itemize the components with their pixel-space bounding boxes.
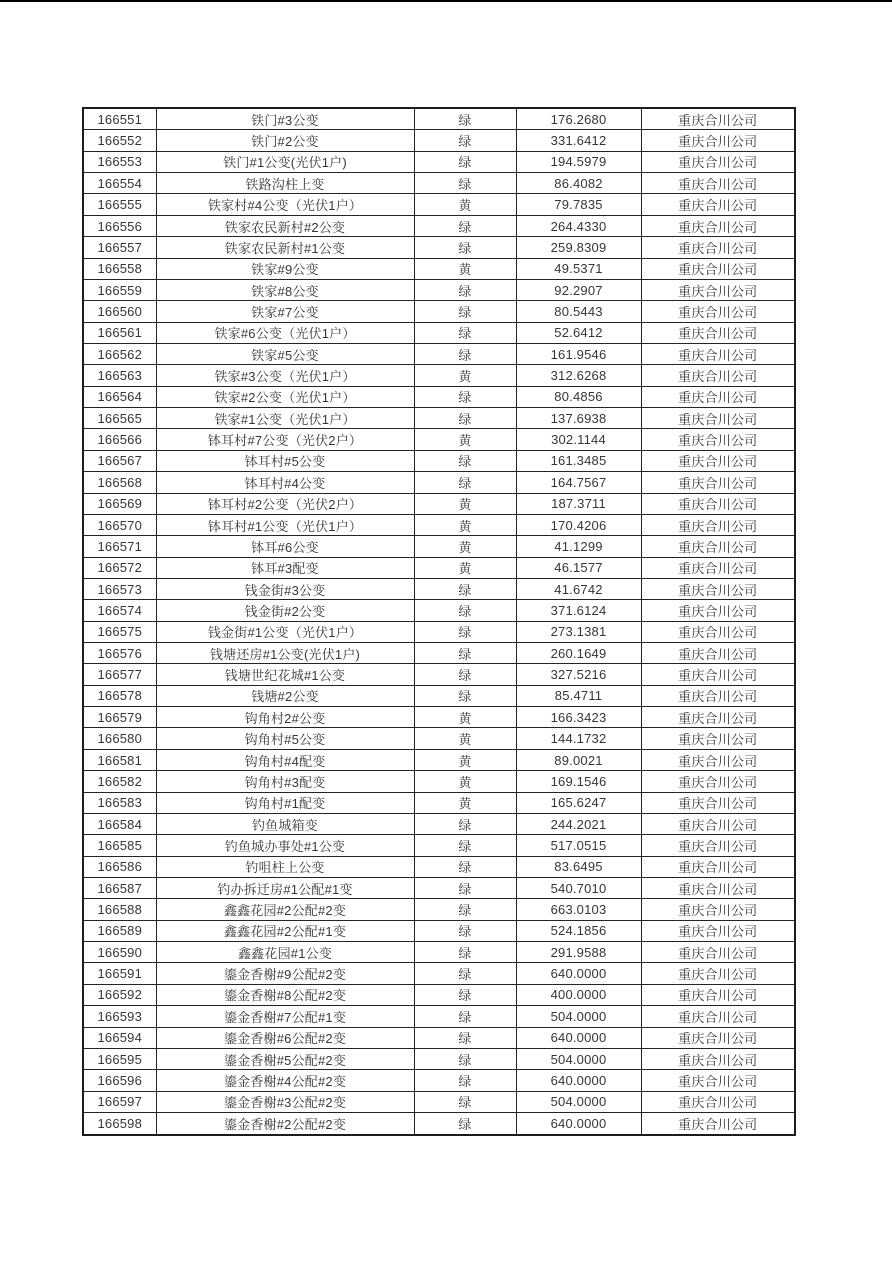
cell-status: 黄 bbox=[414, 194, 516, 215]
cell-value: 273.1381 bbox=[516, 621, 641, 642]
cell-id: 166559 bbox=[83, 279, 156, 300]
cell-value: 79.7835 bbox=[516, 194, 641, 215]
cell-status: 黄 bbox=[414, 792, 516, 813]
cell-value: 291.9588 bbox=[516, 942, 641, 963]
cell-id: 166567 bbox=[83, 450, 156, 471]
table-row bbox=[83, 215, 795, 236]
cell-name: 钱塘还房#1公变(光伏1户) bbox=[156, 643, 414, 664]
table-row bbox=[83, 685, 795, 706]
table-row bbox=[83, 942, 795, 963]
table-row bbox=[83, 1006, 795, 1027]
table-row bbox=[83, 1091, 795, 1112]
table-row bbox=[83, 151, 795, 172]
cell-status: 绿 bbox=[414, 813, 516, 834]
cell-id: 166570 bbox=[83, 514, 156, 535]
cell-company: 重庆合川公司 bbox=[641, 450, 795, 471]
table-row bbox=[83, 279, 795, 300]
table-row bbox=[83, 643, 795, 664]
cell-value: 161.3485 bbox=[516, 450, 641, 471]
cell-value: 144.1732 bbox=[516, 728, 641, 749]
cell-company: 重庆合川公司 bbox=[641, 194, 795, 215]
cell-company: 重庆合川公司 bbox=[641, 1070, 795, 1091]
cell-company: 重庆合川公司 bbox=[641, 301, 795, 322]
cell-company: 重庆合川公司 bbox=[641, 472, 795, 493]
cell-id: 166579 bbox=[83, 707, 156, 728]
cell-value: 166.3423 bbox=[516, 707, 641, 728]
cell-value: 264.4330 bbox=[516, 215, 641, 236]
cell-status: 绿 bbox=[414, 450, 516, 471]
cell-status: 绿 bbox=[414, 1027, 516, 1048]
table-row bbox=[83, 749, 795, 770]
cell-name: 鎏金香榭#8公配#2变 bbox=[156, 984, 414, 1005]
cell-status: 绿 bbox=[414, 130, 516, 151]
cell-company: 重庆合川公司 bbox=[641, 429, 795, 450]
cell-value: 194.5979 bbox=[516, 151, 641, 172]
cell-name: 铁家#3公变（光伏1户） bbox=[156, 365, 414, 386]
cell-status: 绿 bbox=[414, 685, 516, 706]
cell-value: 187.3711 bbox=[516, 493, 641, 514]
cell-company: 重庆合川公司 bbox=[641, 749, 795, 770]
cell-value: 176.2680 bbox=[516, 108, 641, 130]
cell-company: 重庆合川公司 bbox=[641, 1027, 795, 1048]
cell-name: 钩角村#3配变 bbox=[156, 771, 414, 792]
cell-value: 504.0000 bbox=[516, 1048, 641, 1069]
table-row bbox=[83, 557, 795, 578]
cell-status: 黄 bbox=[414, 258, 516, 279]
cell-name: 钱金街#3公变 bbox=[156, 578, 414, 599]
cell-status: 黄 bbox=[414, 365, 516, 386]
cell-id: 166571 bbox=[83, 536, 156, 557]
cell-value: 164.7567 bbox=[516, 472, 641, 493]
cell-name: 钵耳村#5公变 bbox=[156, 450, 414, 471]
cell-status: 绿 bbox=[414, 643, 516, 664]
table-row bbox=[83, 108, 795, 130]
cell-name: 钱金街#1公变（光伏1户） bbox=[156, 621, 414, 642]
cell-id: 166577 bbox=[83, 664, 156, 685]
table-row bbox=[83, 963, 795, 984]
cell-value: 640.0000 bbox=[516, 963, 641, 984]
cell-value: 46.1577 bbox=[516, 557, 641, 578]
cell-id: 166598 bbox=[83, 1112, 156, 1135]
cell-value: 92.2907 bbox=[516, 279, 641, 300]
cell-name: 鎏金香榭#7公配#1变 bbox=[156, 1006, 414, 1027]
cell-id: 166587 bbox=[83, 877, 156, 898]
cell-value: 85.4711 bbox=[516, 685, 641, 706]
cell-value: 80.4856 bbox=[516, 386, 641, 407]
cell-status: 绿 bbox=[414, 600, 516, 621]
cell-id: 166597 bbox=[83, 1091, 156, 1112]
cell-name: 钵耳村#7公变（光伏2户） bbox=[156, 429, 414, 450]
table-row bbox=[83, 258, 795, 279]
cell-id: 166590 bbox=[83, 942, 156, 963]
table-row bbox=[83, 1048, 795, 1069]
cell-id: 166556 bbox=[83, 215, 156, 236]
cell-value: 41.1299 bbox=[516, 536, 641, 557]
cell-company: 重庆合川公司 bbox=[641, 856, 795, 877]
cell-value: 371.6124 bbox=[516, 600, 641, 621]
cell-id: 166572 bbox=[83, 557, 156, 578]
cell-value: 524.1856 bbox=[516, 920, 641, 941]
cell-status: 绿 bbox=[414, 151, 516, 172]
cell-status: 绿 bbox=[414, 108, 516, 130]
cell-name: 铁家#7公变 bbox=[156, 301, 414, 322]
cell-name: 钓鱼城箱变 bbox=[156, 813, 414, 834]
cell-status: 绿 bbox=[414, 322, 516, 343]
cell-value: 517.0515 bbox=[516, 835, 641, 856]
cell-status: 绿 bbox=[414, 621, 516, 642]
cell-status: 绿 bbox=[414, 899, 516, 920]
cell-id: 166580 bbox=[83, 728, 156, 749]
table-row bbox=[83, 365, 795, 386]
table-row bbox=[83, 856, 795, 877]
cell-status: 黄 bbox=[414, 728, 516, 749]
table-row bbox=[83, 664, 795, 685]
cell-status: 黄 bbox=[414, 536, 516, 557]
cell-name: 铁家#5公变 bbox=[156, 344, 414, 365]
cell-company: 重庆合川公司 bbox=[641, 728, 795, 749]
cell-id: 166551 bbox=[83, 108, 156, 130]
cell-company: 重庆合川公司 bbox=[641, 920, 795, 941]
cell-company: 重庆合川公司 bbox=[641, 258, 795, 279]
cell-status: 绿 bbox=[414, 1091, 516, 1112]
cell-status: 绿 bbox=[414, 301, 516, 322]
cell-id: 166574 bbox=[83, 600, 156, 621]
cell-company: 重庆合川公司 bbox=[641, 813, 795, 834]
cell-id: 166565 bbox=[83, 408, 156, 429]
cell-id: 166558 bbox=[83, 258, 156, 279]
cell-company: 重庆合川公司 bbox=[641, 1112, 795, 1135]
cell-value: 640.0000 bbox=[516, 1070, 641, 1091]
cell-id: 166561 bbox=[83, 322, 156, 343]
cell-status: 黄 bbox=[414, 514, 516, 535]
cell-id: 166596 bbox=[83, 1070, 156, 1091]
cell-company: 重庆合川公司 bbox=[641, 215, 795, 236]
cell-name: 铁家#2公变（光伏1户） bbox=[156, 386, 414, 407]
cell-status: 绿 bbox=[414, 344, 516, 365]
cell-id: 166585 bbox=[83, 835, 156, 856]
cell-id: 166594 bbox=[83, 1027, 156, 1048]
cell-value: 400.0000 bbox=[516, 984, 641, 1005]
cell-id: 166557 bbox=[83, 237, 156, 258]
cell-name: 钓咀柱上公变 bbox=[156, 856, 414, 877]
table-row bbox=[83, 1070, 795, 1091]
cell-company: 重庆合川公司 bbox=[641, 279, 795, 300]
cell-id: 166576 bbox=[83, 643, 156, 664]
transformer-table bbox=[82, 107, 796, 1136]
cell-company: 重庆合川公司 bbox=[641, 1091, 795, 1112]
cell-name: 铁门#3公变 bbox=[156, 108, 414, 130]
cell-id: 166589 bbox=[83, 920, 156, 941]
cell-status: 绿 bbox=[414, 835, 516, 856]
cell-name: 钵耳#3配变 bbox=[156, 557, 414, 578]
cell-company: 重庆合川公司 bbox=[641, 899, 795, 920]
cell-status: 绿 bbox=[414, 856, 516, 877]
cell-value: 83.6495 bbox=[516, 856, 641, 877]
table-row bbox=[83, 536, 795, 557]
cell-id: 166564 bbox=[83, 386, 156, 407]
cell-name: 钩角村#1配变 bbox=[156, 792, 414, 813]
cell-name: 鎏金香榭#4公配#2变 bbox=[156, 1070, 414, 1091]
table-row bbox=[83, 771, 795, 792]
cell-status: 绿 bbox=[414, 237, 516, 258]
cell-value: 504.0000 bbox=[516, 1091, 641, 1112]
cell-company: 重庆合川公司 bbox=[641, 108, 795, 130]
table-row bbox=[83, 322, 795, 343]
table-row bbox=[83, 621, 795, 642]
cell-name: 铁家#1公变（光伏1户） bbox=[156, 408, 414, 429]
cell-id: 166568 bbox=[83, 472, 156, 493]
cell-status: 绿 bbox=[414, 408, 516, 429]
cell-id: 166591 bbox=[83, 963, 156, 984]
table-row bbox=[83, 877, 795, 898]
table-row bbox=[83, 835, 795, 856]
cell-company: 重庆合川公司 bbox=[641, 643, 795, 664]
cell-name: 钩角村2#公变 bbox=[156, 707, 414, 728]
cell-value: 663.0103 bbox=[516, 899, 641, 920]
cell-value: 540.7010 bbox=[516, 877, 641, 898]
cell-company: 重庆合川公司 bbox=[641, 942, 795, 963]
cell-company: 重庆合川公司 bbox=[641, 835, 795, 856]
cell-id: 166583 bbox=[83, 792, 156, 813]
cell-company: 重庆合川公司 bbox=[641, 621, 795, 642]
cell-name: 钩角村#5公变 bbox=[156, 728, 414, 749]
cell-value: 80.5443 bbox=[516, 301, 641, 322]
cell-value: 504.0000 bbox=[516, 1006, 641, 1027]
cell-status: 黄 bbox=[414, 707, 516, 728]
cell-value: 89.0021 bbox=[516, 749, 641, 770]
cell-value: 161.9546 bbox=[516, 344, 641, 365]
cell-name: 鎏金香榭#5公配#2变 bbox=[156, 1048, 414, 1069]
cell-name: 铁家#6公变（光伏1户） bbox=[156, 322, 414, 343]
cell-status: 绿 bbox=[414, 963, 516, 984]
cell-status: 绿 bbox=[414, 279, 516, 300]
cell-company: 重庆合川公司 bbox=[641, 365, 795, 386]
transformer-table-body bbox=[83, 108, 795, 1135]
cell-name: 钓鱼城办事处#1公变 bbox=[156, 835, 414, 856]
cell-company: 重庆合川公司 bbox=[641, 173, 795, 194]
cell-id: 166584 bbox=[83, 813, 156, 834]
cell-company: 重庆合川公司 bbox=[641, 493, 795, 514]
cell-id: 166553 bbox=[83, 151, 156, 172]
cell-name: 铁家农民新村#2公变 bbox=[156, 215, 414, 236]
cell-id: 166586 bbox=[83, 856, 156, 877]
cell-value: 49.5371 bbox=[516, 258, 641, 279]
cell-company: 重庆合川公司 bbox=[641, 600, 795, 621]
cell-name: 鎏金香榭#9公配#2变 bbox=[156, 963, 414, 984]
cell-id: 166562 bbox=[83, 344, 156, 365]
table-row bbox=[83, 813, 795, 834]
table-row bbox=[83, 450, 795, 471]
cell-company: 重庆合川公司 bbox=[641, 578, 795, 599]
cell-id: 166555 bbox=[83, 194, 156, 215]
cell-name: 鎏金香榭#3公配#2变 bbox=[156, 1091, 414, 1112]
cell-company: 重庆合川公司 bbox=[641, 386, 795, 407]
table-row bbox=[83, 707, 795, 728]
cell-id: 166554 bbox=[83, 173, 156, 194]
cell-company: 重庆合川公司 bbox=[641, 707, 795, 728]
cell-company: 重庆合川公司 bbox=[641, 1006, 795, 1027]
table-row bbox=[83, 173, 795, 194]
cell-name: 鑫鑫花园#2公配#2变 bbox=[156, 899, 414, 920]
cell-value: 259.8309 bbox=[516, 237, 641, 258]
cell-company: 重庆合川公司 bbox=[641, 322, 795, 343]
table-row bbox=[83, 408, 795, 429]
cell-name: 钱金街#2公变 bbox=[156, 600, 414, 621]
table-row bbox=[83, 578, 795, 599]
cell-value: 52.6412 bbox=[516, 322, 641, 343]
cell-status: 绿 bbox=[414, 1048, 516, 1069]
cell-id: 166573 bbox=[83, 578, 156, 599]
cell-name: 铁路沟柱上变 bbox=[156, 173, 414, 194]
cell-name: 鑫鑫花园#2公配#1变 bbox=[156, 920, 414, 941]
cell-value: 640.0000 bbox=[516, 1027, 641, 1048]
cell-id: 166581 bbox=[83, 749, 156, 770]
table-row bbox=[83, 514, 795, 535]
cell-name: 钓办拆迁房#1公配#1变 bbox=[156, 877, 414, 898]
cell-status: 黄 bbox=[414, 749, 516, 770]
cell-value: 137.6938 bbox=[516, 408, 641, 429]
cell-company: 重庆合川公司 bbox=[641, 344, 795, 365]
cell-id: 166569 bbox=[83, 493, 156, 514]
cell-company: 重庆合川公司 bbox=[641, 1048, 795, 1069]
cell-value: 302.1144 bbox=[516, 429, 641, 450]
cell-id: 166563 bbox=[83, 365, 156, 386]
cell-status: 绿 bbox=[414, 386, 516, 407]
cell-value: 312.6268 bbox=[516, 365, 641, 386]
cell-status: 黄 bbox=[414, 429, 516, 450]
cell-name: 钩角村#4配变 bbox=[156, 749, 414, 770]
cell-value: 165.6247 bbox=[516, 792, 641, 813]
cell-status: 绿 bbox=[414, 215, 516, 236]
table-row bbox=[83, 728, 795, 749]
cell-company: 重庆合川公司 bbox=[641, 792, 795, 813]
cell-id: 166578 bbox=[83, 685, 156, 706]
table-row bbox=[83, 301, 795, 322]
cell-company: 重庆合川公司 bbox=[641, 130, 795, 151]
cell-status: 绿 bbox=[414, 472, 516, 493]
cell-id: 166588 bbox=[83, 899, 156, 920]
table-row bbox=[83, 600, 795, 621]
cell-company: 重庆合川公司 bbox=[641, 557, 795, 578]
cell-name: 铁家村#4公变（光伏1户） bbox=[156, 194, 414, 215]
cell-status: 绿 bbox=[414, 578, 516, 599]
cell-status: 绿 bbox=[414, 877, 516, 898]
cell-status: 绿 bbox=[414, 664, 516, 685]
cell-value: 244.2021 bbox=[516, 813, 641, 834]
table-row bbox=[83, 472, 795, 493]
cell-name: 钵耳#6公变 bbox=[156, 536, 414, 557]
cell-status: 绿 bbox=[414, 1112, 516, 1135]
cell-id: 166593 bbox=[83, 1006, 156, 1027]
table-row bbox=[83, 1027, 795, 1048]
cell-name: 铁家农民新村#1公变 bbox=[156, 237, 414, 258]
scan-top-edge-artifact bbox=[0, 0, 892, 2]
cell-value: 41.6742 bbox=[516, 578, 641, 599]
table-row bbox=[83, 920, 795, 941]
table-row bbox=[83, 984, 795, 1005]
cell-name: 铁门#1公变(光伏1户) bbox=[156, 151, 414, 172]
cell-id: 166575 bbox=[83, 621, 156, 642]
cell-name: 钱塘世纪花城#1公变 bbox=[156, 664, 414, 685]
table-row bbox=[83, 194, 795, 215]
cell-company: 重庆合川公司 bbox=[641, 771, 795, 792]
cell-company: 重庆合川公司 bbox=[641, 984, 795, 1005]
cell-status: 黄 bbox=[414, 493, 516, 514]
cell-status: 黄 bbox=[414, 771, 516, 792]
cell-id: 166595 bbox=[83, 1048, 156, 1069]
cell-status: 绿 bbox=[414, 173, 516, 194]
cell-name: 鎏金香榭#6公配#2变 bbox=[156, 1027, 414, 1048]
cell-name: 铁门#2公变 bbox=[156, 130, 414, 151]
cell-company: 重庆合川公司 bbox=[641, 151, 795, 172]
cell-id: 166582 bbox=[83, 771, 156, 792]
cell-status: 绿 bbox=[414, 984, 516, 1005]
cell-id: 166592 bbox=[83, 984, 156, 1005]
cell-status: 绿 bbox=[414, 942, 516, 963]
cell-company: 重庆合川公司 bbox=[641, 514, 795, 535]
cell-id: 166552 bbox=[83, 130, 156, 151]
cell-name: 钵耳村#4公变 bbox=[156, 472, 414, 493]
cell-name: 鎏金香榭#2公配#2变 bbox=[156, 1112, 414, 1135]
cell-company: 重庆合川公司 bbox=[641, 664, 795, 685]
cell-company: 重庆合川公司 bbox=[641, 408, 795, 429]
cell-company: 重庆合川公司 bbox=[641, 877, 795, 898]
cell-value: 327.5216 bbox=[516, 664, 641, 685]
table-row bbox=[83, 493, 795, 514]
cell-company: 重庆合川公司 bbox=[641, 685, 795, 706]
cell-value: 169.1546 bbox=[516, 771, 641, 792]
table-row bbox=[83, 429, 795, 450]
cell-id: 166566 bbox=[83, 429, 156, 450]
table-row bbox=[83, 237, 795, 258]
table-row bbox=[83, 386, 795, 407]
cell-company: 重庆合川公司 bbox=[641, 963, 795, 984]
table-row bbox=[83, 130, 795, 151]
table-row bbox=[83, 792, 795, 813]
cell-status: 绿 bbox=[414, 1006, 516, 1027]
cell-name: 铁家#9公变 bbox=[156, 258, 414, 279]
table-row bbox=[83, 899, 795, 920]
cell-name: 鑫鑫花园#1公变 bbox=[156, 942, 414, 963]
cell-name: 钵耳村#1公变（光伏1户） bbox=[156, 514, 414, 535]
cell-status: 黄 bbox=[414, 557, 516, 578]
cell-id: 166560 bbox=[83, 301, 156, 322]
cell-value: 640.0000 bbox=[516, 1112, 641, 1135]
cell-company: 重庆合川公司 bbox=[641, 237, 795, 258]
cell-value: 331.6412 bbox=[516, 130, 641, 151]
cell-name: 钵耳村#2公变（光伏2户） bbox=[156, 493, 414, 514]
cell-value: 260.1649 bbox=[516, 643, 641, 664]
cell-value: 170.4206 bbox=[516, 514, 641, 535]
table-row bbox=[83, 344, 795, 365]
cell-value: 86.4082 bbox=[516, 173, 641, 194]
cell-name: 铁家#8公变 bbox=[156, 279, 414, 300]
table-row bbox=[83, 1112, 795, 1135]
cell-status: 绿 bbox=[414, 1070, 516, 1091]
cell-status: 绿 bbox=[414, 920, 516, 941]
cell-name: 钱塘#2公变 bbox=[156, 685, 414, 706]
cell-company: 重庆合川公司 bbox=[641, 536, 795, 557]
